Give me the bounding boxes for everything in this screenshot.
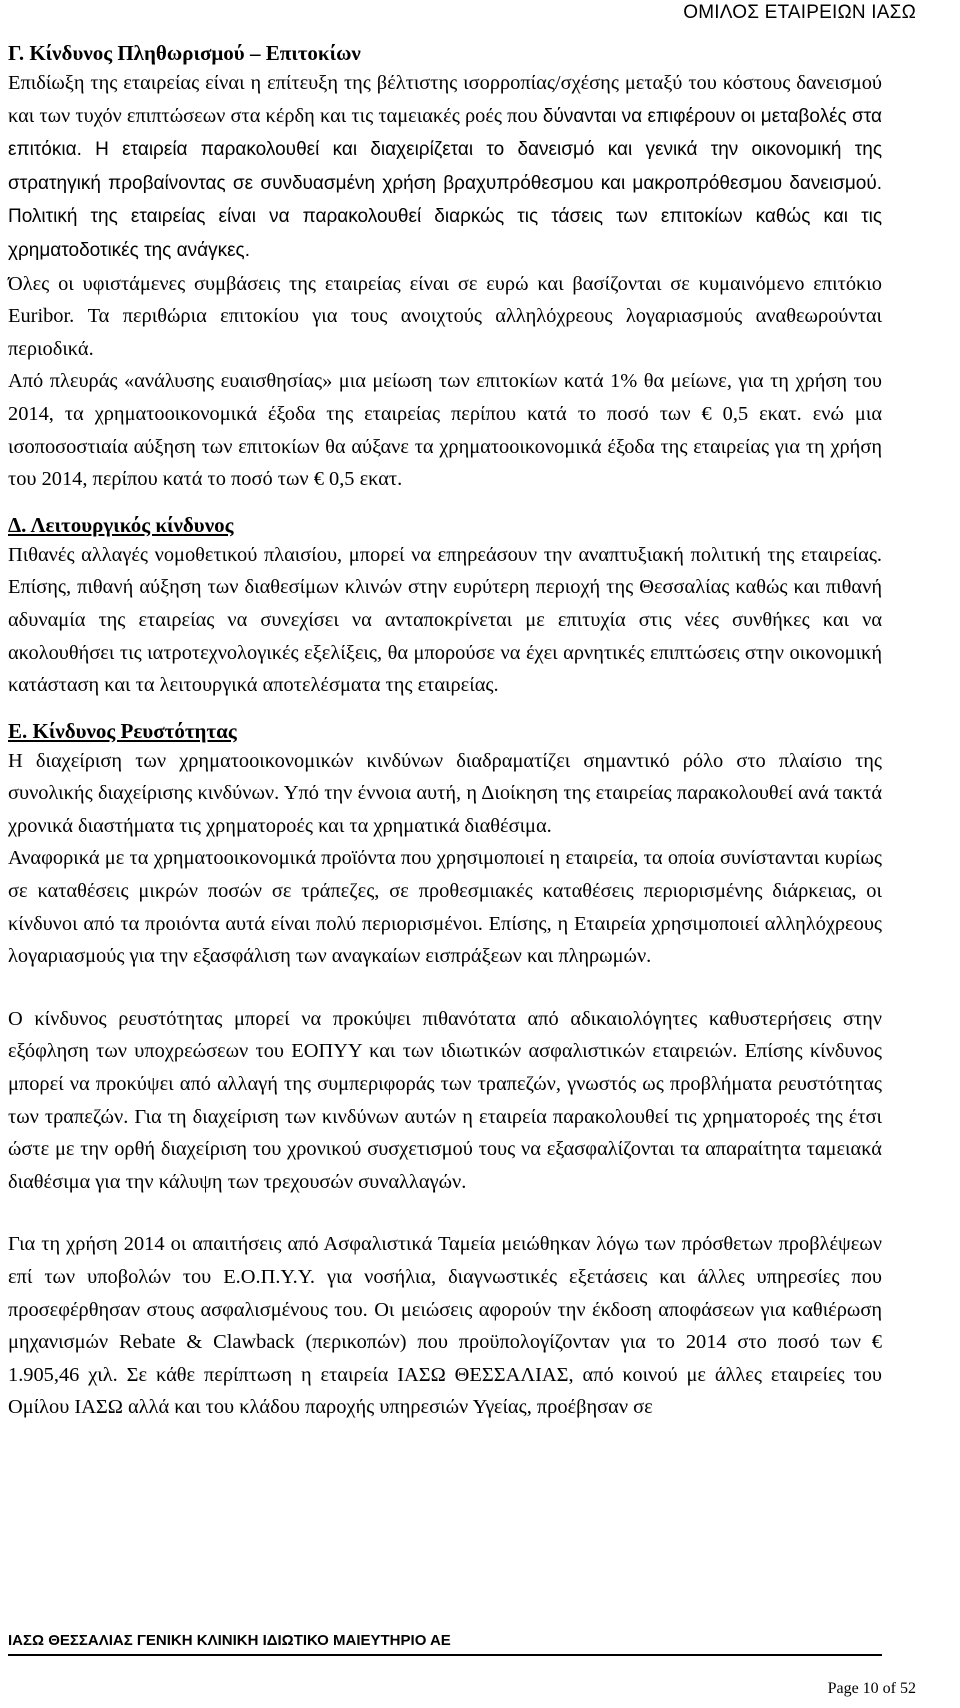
section-interest-rate-risk (8, 40, 882, 496)
paragraph-interest-objective-serif: Επιδίωξη της εταιρείας είναι η επίτευξη της βέλτιστης ισορροπίας/σχέσης μεταξύ του κόστους δανεισμού και των τυχόν επιπτώσεων στα κέρδη και τις ταμειακές ροές που (8, 72, 882, 127)
document-body (8, 40, 882, 1424)
paragraph-insurance-receivables: Για τη χρήση 2014 οι απαιτήσεις από Ασφαλιστικά Ταμεία μειώθηκαν λόγω των πρόσθετων προβλέψεων επί των υποβολών του Ε.Ο.Π.Υ.Υ. για νοσήλια, διαγνωστικές εξετάσεις και άλλες υπηρεσίες που προσεφέρθησαν στους ασφαλισμένους του. Οι μειώσεις αφορούν την έκδοση αποφάσεων για καθιέρωση μηχανισμών Rebate & Clawback (περικοπών) που προϋπολογίζονταν για το 2014 στο ποσό των € 1.905,46 χιλ. Σε κάθε περίπτωση η εταιρεία ΙΑΣΩ ΘΕΣΣΑΛΙΑΣ, από κοινού με άλλες εταιρείες του Ομίλου ΙΑΣΩ αλλά και του κλάδου παροχής υπηρεσιών Υγείας, προέβησαν σε (8, 1233, 882, 1419)
paragraph-financial-products: Αναφορικά με τα χρηματοοικονομικά προϊόντα που χρησιμοποιεί η εταιρεία, τα οποία συνίστανται κυρίως σε καταθέσεις μικρών ποσών σε τράπεζες, σε προθεσμιακές καταθέσεις περιορισμένης διάρκειας, οι κίνδυνοι από τα προιόντα αυτά είναι πολύ περιορισμένοι. Επίσης, η Εταιρεία χρησιμοποιεί αλληλόχρεους λογαριασμούς για την εξασφάλιση των αναγκαίων εισπράξεων και πληρωμών. (8, 847, 882, 968)
page-header-company: ΟΜΙΛΟΣ ΕΤΑΙΡΕΙΩΝ ΙΑΣΩ (683, 2, 916, 23)
paragraph-interest-objective (8, 67, 882, 268)
section-title-interest-rate-risk: Γ. Κίνδυνος Πληθωρισμού – Επιτοκίων (8, 41, 361, 65)
paragraph-liquidity-management: Η διαχείριση των χρηματοοικονομικών κινδύνων διαδραματίζει σημαντικό ρόλο στο πλαίσιο της συνολικής διαχείρισης κινδύνων. Υπό την έννοια αυτή, η Διοίκηση της εταιρείας παρακολουθεί ανά τακτά χρονικά διαστήματα τις χρηματοροές και τα χρηματικά διαθέσιμα. (8, 749, 882, 837)
footer-company-name: ΙΑΣΩ ΘΕΣΣΑΛΙΑΣ ΓΕΝΙΚΗ ΚΛΙΝΙΚΗ ΙΔΙΩΤΙΚΟ ΜΑΙΕΥΤΗΡΙΟ ΑΕ (8, 1632, 451, 1649)
paragraph-interest-objective-sans: δύνανται να επιφέρουν οι μεταβολές στα επιτόκια. Η εταιρεία παρακολουθεί και διαχειρίζεται το δανεισμό και γενικά την οικονομική της στρατηγική προβαίνοντας σε συνδυασμένη χρήση βραχυπρόθεσμου και μακροπρόθεσμου δανεισμού. Πολιτική της εταιρείας είναι να παρακολουθεί διαρκώς τις τάσεις των επιτοκίων καθώς και τις χρηματοδοτικές της ανάγκες. (8, 105, 882, 261)
section-operational-risk (8, 512, 882, 702)
page-number: Page 10 of 52 (827, 1680, 916, 1697)
paragraph-euribor-contracts: Όλες οι υφιστάμενες συμβάσεις της εταιρείας είναι σε ευρώ και βασίζονται σε κυμαινόμενο επιτόκιο Euribor. Τα περιθώρια επιτοκίου για τους ανοιχτούς αλληλόχρεους λογαριασμούς αναθεωρούνται περιοδικά. (8, 272, 882, 360)
paragraph-operational-risk: Πιθανές αλλαγές νομοθετικού πλαισίου, μπορεί να επηρεάσουν την αναπτυξιακή πολιτική της εταιρείας. Επίσης, πιθανή αύξηση των διαθεσίμων κλινών στην ευρύτερη περιοχή της Θεσσαλίας καθώς και πιθανή αδυναμία της εταιρείας να συνεχίσει να ανταποκρίνεται με επιτυχία στις νέες συνθήκες και να ακολουθήσει τις ιατροτεχνολογικές εξελίξεις, θα μπορούσε να έχει αρνητικές επιπτώσεις στην οικονομική κατάσταση και τα λειτουργικά αποτελέσματα της εταιρείας. (8, 543, 882, 697)
section-title-liquidity-risk: Ε. Κίνδυνος Ρευστότητας (8, 718, 237, 743)
paragraph-sensitivity-analysis: Από πλευράς «ανάλυσης ευαισθησίας» μια μείωση των επιτοκίων κατά 1% θα μείωνε, για τη χρήση του 2014, τα χρηματοοικονομικά έξοδα της εταιρείας περίπου κατά το ποσό των € 0,5 εκατ. ενώ μια ισοποσοστιαία αύξηση των επιτοκίων θα αύξανε τα χρηματοοικονομικά έξοδα της εταιρείας για τη χρήση του 2014, περίπου κατά το ποσό των € 0,5 εκατ. (8, 370, 882, 491)
section-liquidity-risk (8, 718, 882, 1424)
footer-divider (8, 1654, 882, 1656)
paragraph-liquidity-delays: Ο κίνδυνος ρευστότητας μπορεί να προκύψει πιθανότατα από αδικαιολόγητες καθυστερήσεις στην εξόφληση των υποχρεώσεων του ΕΟΠΥΥ και των ιδιωτικών ασφαλιστικών εταιρειών. Επίσης κίνδυνος μπορεί να προκύψει από αλλαγή της συμπεριφοράς των τραπεζών, γνωστός ως προβλήματα ρευστότητας των τραπεζών. Για τη διαχείριση των κινδύνων αυτών η εταιρεία παρακολουθεί τις χρηματοροές της έτσι ώστε με την ορθή διαχείριση του χρονικού συσχετισμού τους να εξασφαλίζονται τα απαραίτητα ταμειακά διαθέσιμα για την κάλυψη των τρεχουσών συναλλαγών. (8, 1007, 882, 1193)
section-title-operational-risk: Δ. Λειτουργικός κίνδυνος (8, 512, 234, 537)
